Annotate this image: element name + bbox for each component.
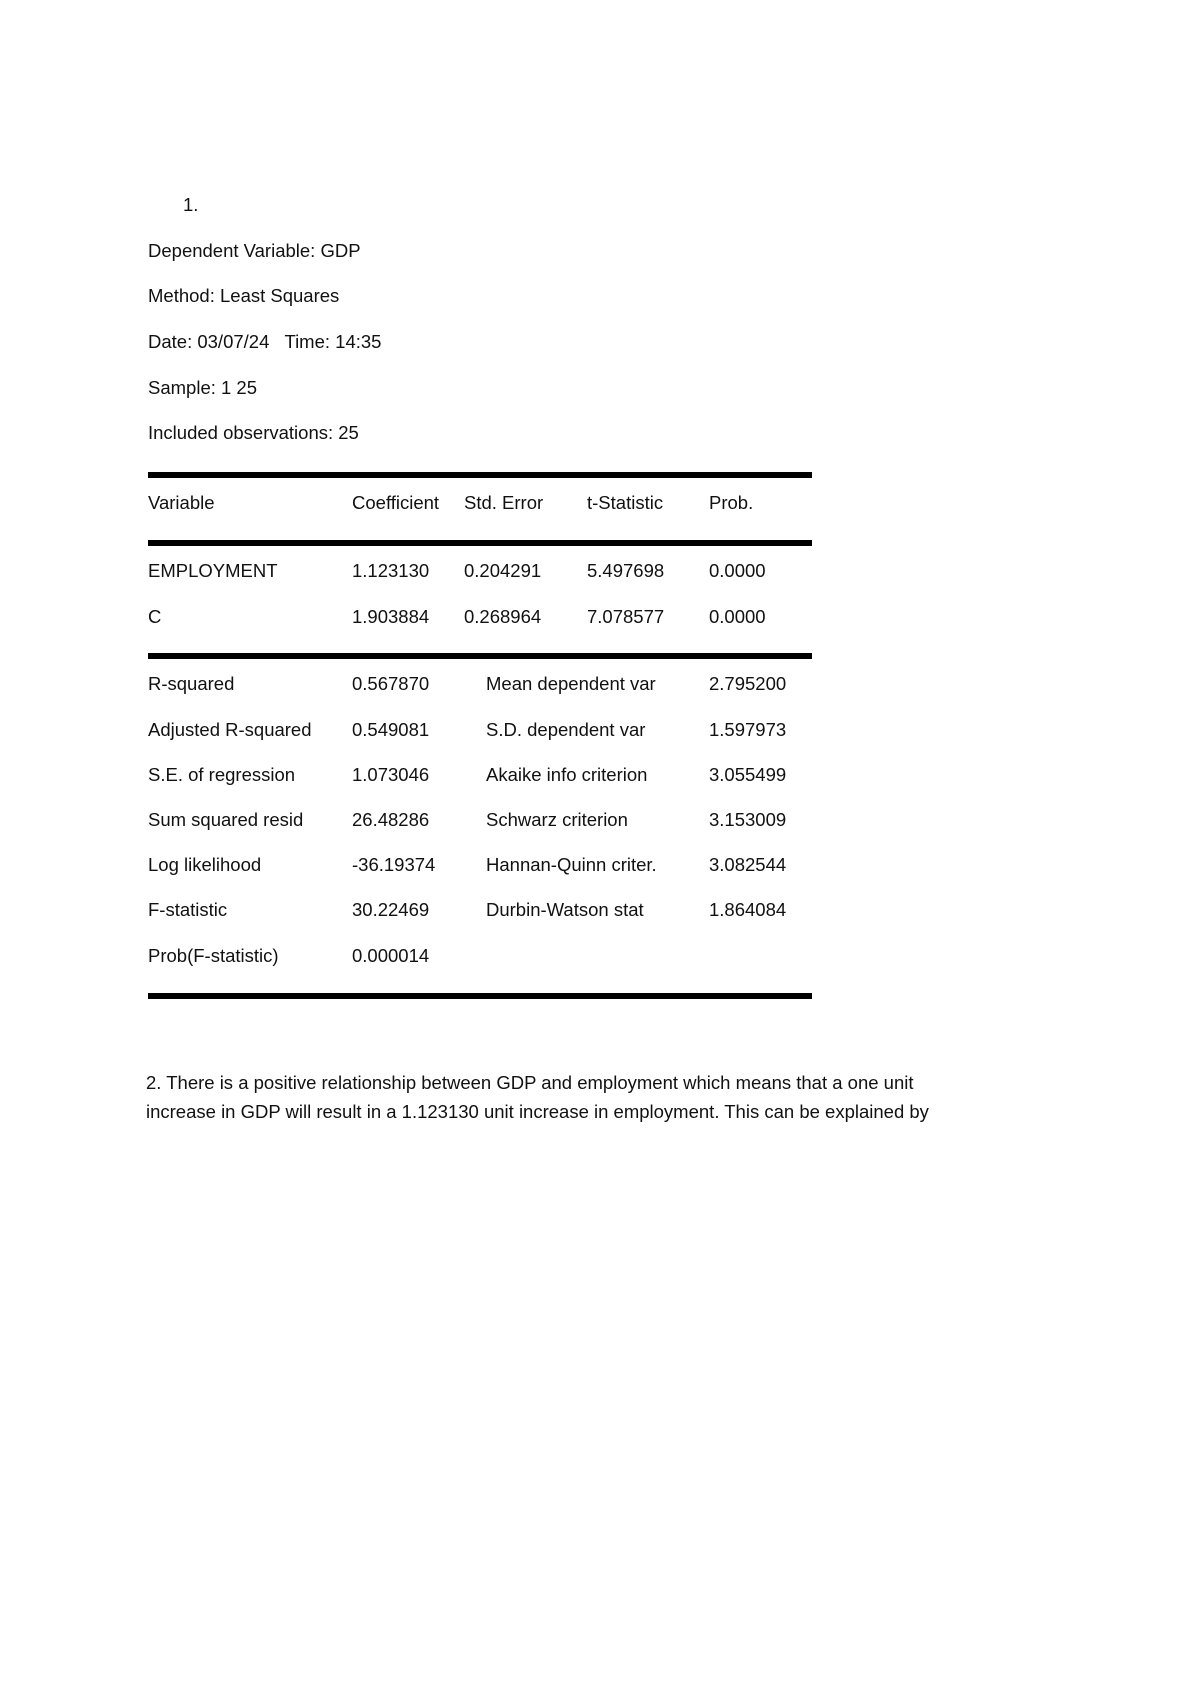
column-header-variable: Variable bbox=[148, 492, 215, 513]
stat-label-right: S.D. dependent var bbox=[486, 719, 646, 740]
row-prob: 0.0000 bbox=[709, 560, 766, 581]
stat-label-left: Sum squared resid bbox=[148, 809, 304, 830]
table-top-rule bbox=[148, 472, 812, 478]
stat-value-left: 30.22469 bbox=[352, 899, 430, 920]
stat-label-left: Adjusted R-squared bbox=[148, 719, 312, 740]
stat-label-right: Schwarz criterion bbox=[486, 809, 628, 830]
column-header-std-error: Std. Error bbox=[464, 492, 544, 513]
row-variable: C bbox=[148, 606, 162, 627]
table-stats-rule bbox=[148, 653, 812, 659]
stat-label-right: Hannan-Quinn criter. bbox=[486, 854, 657, 875]
column-header-prob: Prob. bbox=[709, 492, 754, 513]
row-std-error: 0.268964 bbox=[464, 606, 542, 627]
stat-value-right: 3.153009 bbox=[709, 809, 787, 830]
answer-line-2: increase in GDP will result in a 1.123130 unit increase in employment. This can be explained by bbox=[146, 1101, 929, 1122]
stat-value-right: 3.055499 bbox=[709, 764, 787, 785]
stat-value-left: -36.19374 bbox=[352, 854, 436, 875]
stat-value-left: 0.567870 bbox=[352, 673, 430, 694]
dependent-variable-line: Dependent Variable: GDP bbox=[148, 240, 361, 261]
column-header-t-statistic: t-Statistic bbox=[587, 492, 664, 513]
stat-label-left: F-statistic bbox=[148, 899, 228, 920]
table-header-rule bbox=[148, 540, 812, 546]
row-variable: EMPLOYMENT bbox=[148, 560, 278, 581]
row-t-statistic: 7.078577 bbox=[587, 606, 665, 627]
column-header-coefficient: Coefficient bbox=[352, 492, 440, 513]
stat-label-right: Akaike info criterion bbox=[486, 764, 648, 785]
stat-label-left: R-squared bbox=[148, 673, 235, 694]
stat-value-left: 1.073046 bbox=[352, 764, 430, 785]
stat-label-left: S.E. of regression bbox=[148, 764, 296, 785]
stat-label-right: Durbin-Watson stat bbox=[486, 899, 644, 920]
row-coefficient: 1.123130 bbox=[352, 560, 430, 581]
sample-line: Sample: 1 25 bbox=[148, 377, 258, 398]
row-prob: 0.0000 bbox=[709, 606, 766, 627]
stat-label-left: Prob(F-statistic) bbox=[148, 945, 279, 966]
table-bottom-rule bbox=[148, 993, 812, 999]
stat-label-left: Log likelihood bbox=[148, 854, 262, 875]
row-coefficient: 1.903884 bbox=[352, 606, 430, 627]
date-time-line: Date: 03/07/24 Time: 14:35 bbox=[148, 331, 382, 352]
row-std-error: 0.204291 bbox=[464, 560, 542, 581]
stat-value-left: 0.549081 bbox=[352, 719, 430, 740]
method-line: Method: Least Squares bbox=[148, 285, 340, 306]
stat-value-left: 26.48286 bbox=[352, 809, 430, 830]
stat-value-right: 1.864084 bbox=[709, 899, 787, 920]
answer-line-1: 2. There is a positive relationship between GDP and employment which means that a one unit bbox=[146, 1072, 914, 1093]
row-t-statistic: 5.497698 bbox=[587, 560, 665, 581]
stat-label-right: Mean dependent var bbox=[486, 673, 656, 694]
stat-value-right: 3.082544 bbox=[709, 854, 787, 875]
question-1-number: 1. bbox=[183, 194, 199, 215]
stat-value-right: 2.795200 bbox=[709, 673, 787, 694]
stat-value-left: 0.000014 bbox=[352, 945, 430, 966]
stat-value-right: 1.597973 bbox=[709, 719, 787, 740]
question-2-answer bbox=[146, 1068, 1046, 1126]
included-observations-line: Included observations: 25 bbox=[148, 422, 359, 443]
